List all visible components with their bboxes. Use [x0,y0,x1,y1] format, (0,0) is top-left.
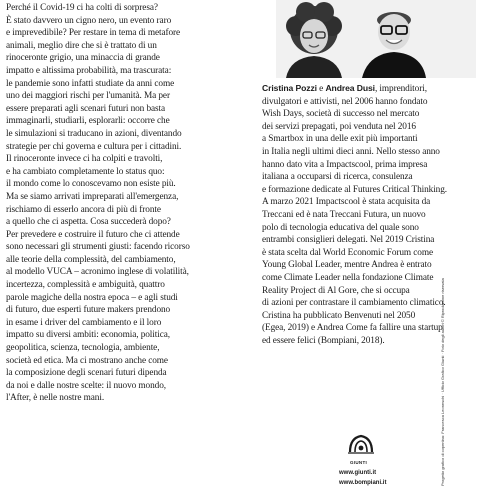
bio-line: Wish Days, società di successo nel mercato [262,109,420,120]
blurb-line: e imprevedibile? Per restare in tema di metafore [6,28,181,39]
blurb-line: incertezza, complessità e ambiguità, quattro [6,280,165,291]
bio-line: ed essere felici (Bompiani, 2018). [262,335,385,346]
bio-line: A marzo 2021 Impactscool è stata acquisita da [262,197,431,208]
cover-credits-text: Progetto grafico di copertina: Francesca Leoneschi · Ufficio Grafico Giunti · Foto degli autori © Riproduzione riservata [440,278,445,486]
blurb-line: essere preparati agli scenari futuri non basta [6,103,166,114]
blurb-line: Ma se siamo arrivati impreparati all'emergenza, [6,191,179,202]
author-name-andrea: Andrea Dusi [325,83,375,93]
blurb-line: a quello che ci aspetta. Cosa succederà dopo? [6,217,171,228]
blurb-line: impatto e altissima probabilità, ma trascurata: [6,65,172,76]
bio-line: è stata scelta dal World Economic Forum come [262,247,434,258]
cover-credits [440,278,452,488]
bio-line: divulgatori e attivisti, nel 2006 hanno fondato [262,96,428,107]
blurb-line: È stato davvero un cigno nero, un evento raro [6,15,172,26]
bio-line: entrambi consiglieri delegati. Nel 2019 Cristina [262,235,435,246]
blurb-line: parole magiche della nostra epoca – e agli studi [6,292,178,303]
bio-line: in Italia negli ultimi dieci anni. Nello stesso anno [262,146,440,157]
blurb-line: rinoceronte grigio, una minaccia di grande [6,53,160,64]
blurb-line: rischiamo di esserlo ancora di più di fronte [6,204,161,215]
authors-photo-illustration [276,0,476,78]
bio-line: , imprenditori, [374,84,427,94]
blurb-line: alle teorie della complessità, del cambiamento, [6,254,176,265]
website-link-giunti[interactable]: www.giunti.it [339,470,377,476]
bio-line: polo di tecnologia educativa del quale sono [262,222,419,233]
blurb-line: impatto su diversi ambiti: economia, politica, [6,330,171,341]
bio-conjunction: e [316,84,326,94]
website-link-bompiani[interactable]: www.bompiani.it [339,480,387,486]
bio-line: (Egea, 2019) e Andrea Come fa fallire una startup [262,323,443,334]
blurb-line: sono necessari gli strumenti giusti: facendo ricorso [6,242,190,253]
blurb-line: le simulazioni si traducano in azioni, diventando [6,128,182,139]
blurb-line: animali, meglio dire che si è trattato di un [6,40,157,51]
bio-line: Reality Project di Al Gore, che si occupa [262,285,410,296]
back-cover-blurb [6,2,256,405]
blurb-line: Perché il Covid-19 ci ha colti di sorpresa? [6,3,158,13]
giunti-logo-text: GIUNTI [350,460,368,465]
bio-line: italiana a occuparsi di ricerca, consulenza [262,172,413,183]
blurb-line: le pandemie sono infatti studiate da anni come [6,78,175,89]
blurb-line: società ed etica. Ma ci mostrano anche come [6,355,168,366]
bio-line: Young Global Leader, mentre Andrea è entrato [262,260,432,271]
blurb-line: l'After, è nelle nostre mani. [6,393,105,404]
bio-line: e formazione dedicate al Futures Critical Thinking. [262,184,447,195]
blurb-line: geopolitica, scienza, tecnologia, ambiente, [6,343,160,354]
blurb-line: strategie per chi governa e cultura per i cittadini. [6,141,182,152]
blurb-line: e ha cambiato completamente lo status quo: [6,166,165,177]
blurb-line: uno dei maggiori rischi per l'umanità. Ma per [6,91,170,102]
authors-photo [276,0,476,78]
author-name-cristina: Cristina Pozzi [262,83,317,93]
bio-line: hanno dato vita a Impactscool, prima impresa [262,159,428,170]
bio-line: di azioni per contrastare il cambiamento climatico. [262,298,446,309]
blurb-line: la composizione degli scenari futuri dipenda [6,368,167,379]
bio-line: a Smartbox in una delle exit più importanti [262,134,418,145]
blurb-line: di futuro, due esperti future makers prendono [6,305,171,316]
blurb-line: Per prevedere e costruire il futuro che ci attende [6,229,180,240]
blurb-line: al modello VUCA – acronimo inglese di volatilità, [6,267,189,278]
bio-first-line [262,82,476,96]
bio-line: come Climate Leader nella fondazione Climate [262,272,434,283]
giunti-logo-icon [346,432,376,456]
blurb-line: immaginarli, studiarli, esplorarli: occorre che [6,116,170,127]
bio-line: Treccani ed è nata Treccani Futura, un nuovo [262,209,426,220]
blurb-line: da noi e dalle nostre scelte: il nuovo mondo, [6,380,166,391]
blurb-line: il mondo come lo conoscevamo non esiste più. [6,179,176,190]
blurb-line: in esame i driver del cambiamento e il loro [6,317,162,328]
bio-line: dei servizi prepagati, poi venduta nel 2016 [262,121,416,132]
bio-line: Cristina ha pubblicato Benvenuti nel 2050 [262,310,416,321]
blurb-line: Il rinoceronte invece ci ha colpiti e travolti, [6,154,163,165]
